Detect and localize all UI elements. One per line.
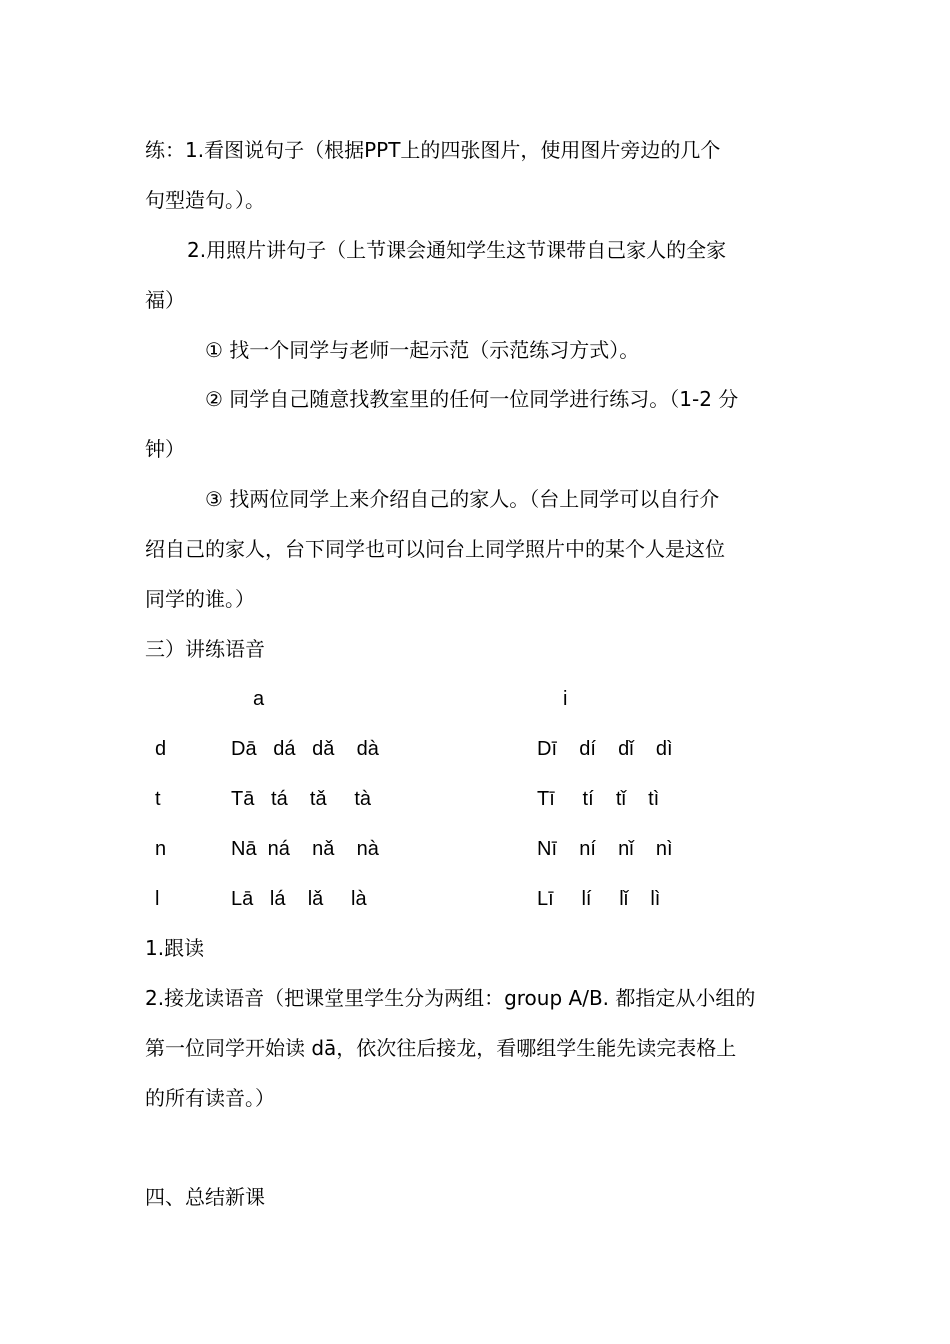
pinyin-initial: l xyxy=(155,888,160,910)
pinyin-a-tones: Dā dá dǎ dà xyxy=(231,738,379,760)
step-3-line-3: 同学的谁。） xyxy=(145,587,255,611)
chain-read-line-1: 2.接龙读语音（把课堂里学生分为两组：group A/B. 都指定从小组的 xyxy=(145,986,756,1010)
practice-item-2-line-1: 2.用照片讲句子（上节课会通知学生这节课带自己家人的全家 xyxy=(187,238,727,262)
step-3-line-1: ③ 找两位同学上来介绍自己的家人。（台上同学可以自行介 xyxy=(205,487,720,511)
pinyin-header-a: a xyxy=(253,688,265,710)
pinyin-i-tones: Lī lí lǐ lì xyxy=(537,888,661,910)
pinyin-initial: t xyxy=(155,788,161,810)
pinyin-i-tones: Tī tí tǐ tì xyxy=(537,788,660,810)
step-1-text: ① 找一个同学与老师一起示范（示范练习方式）。 xyxy=(205,338,640,362)
pinyin-a-tones: Lā lá lǎ là xyxy=(231,888,367,910)
pinyin-a-tones: Nā ná nǎ nà xyxy=(231,838,379,860)
pinyin-initial: n xyxy=(155,838,167,860)
pinyin-a-tones: Tā tá tǎ tà xyxy=(231,788,372,810)
section-3-heading: 三）讲练语音 xyxy=(145,637,265,661)
chain-read-line-2: 第一位同学开始读 dā，依次往后接龙，看哪组学生能先读完表格上 xyxy=(145,1036,737,1060)
chain-read-line-3: 的所有读音。） xyxy=(145,1086,275,1110)
practice-item-1-line-1: 练：1.看图说句子（根据PPT上的四张图片，使用图片旁边的几个 xyxy=(145,138,721,162)
pinyin-header-i: i xyxy=(563,688,568,710)
practice-item-1-line-2: 句型造句。）。 xyxy=(145,188,265,212)
pinyin-initial: d xyxy=(155,738,167,760)
step-2-line-2: 钟） xyxy=(145,437,185,461)
pinyin-i-tones: Dī dí dǐ dì xyxy=(537,738,673,760)
follow-read-item: 1.跟读 xyxy=(145,936,205,960)
practice-item-2-line-2: 福） xyxy=(145,288,185,312)
step-3-line-2: 绍自己的家人，台下同学也可以问台上同学照片中的某个人是这位 xyxy=(145,537,725,561)
step-2-line-1: ② 同学自己随意找教室里的任何一位同学进行练习。（1-2 分 xyxy=(205,387,739,411)
pinyin-i-tones: Nī ní nǐ nì xyxy=(537,838,673,860)
section-4-heading: 四、总结新课 xyxy=(145,1185,265,1209)
